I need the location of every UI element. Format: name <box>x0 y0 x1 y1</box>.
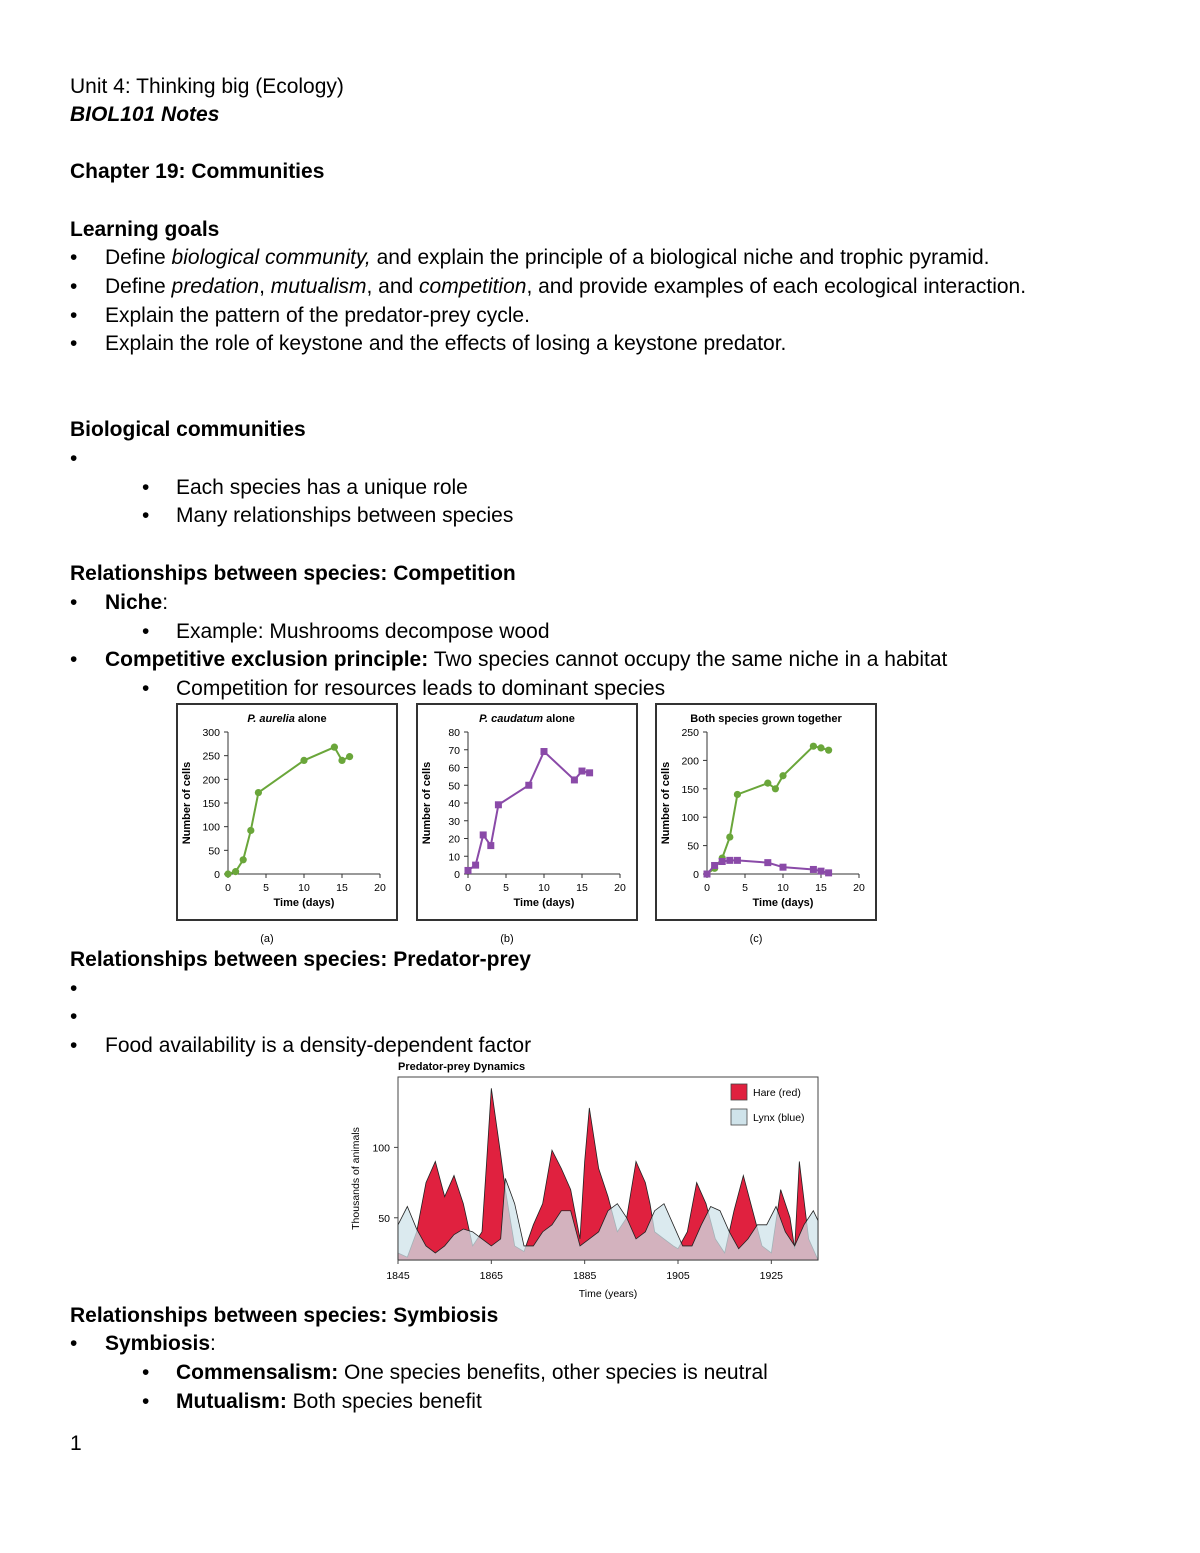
unit-title: Unit 4: Thinking big (Ecology) <box>70 75 344 98</box>
data-point <box>472 862 479 869</box>
data-point <box>764 780 771 787</box>
bullet: • <box>70 977 78 1000</box>
data-point <box>346 753 353 760</box>
x-tick-label: 1885 <box>572 1270 597 1282</box>
bullet: • <box>70 447 78 470</box>
bullet: • <box>142 1361 150 1384</box>
learning-goals-heading: Learning goals <box>70 218 220 241</box>
data-point <box>525 782 532 789</box>
niche-example: Example: Mushrooms decompose wood <box>176 620 550 643</box>
learning-goal-2: Define predation, mutualism, and competition, and provide examples of each ecological interaction. <box>105 275 1027 298</box>
y-axis-label: Number of cells <box>421 761 433 845</box>
y-tick-label: 50 <box>687 840 699 853</box>
bullet: • <box>70 275 78 298</box>
x-tick-label: 0 <box>465 882 471 894</box>
data-point <box>810 866 817 873</box>
y-tick-label: 0 <box>693 869 699 881</box>
x-axis-label: Time (years) <box>578 1288 638 1300</box>
y-tick-label: 200 <box>202 774 220 787</box>
data-point <box>726 833 733 840</box>
chapter-title: Chapter 19: Communities <box>70 160 325 183</box>
data-point <box>711 862 718 869</box>
y-tick-label: 60 <box>448 762 460 775</box>
symbiosis-heading: Relationships between species: Symbiosis <box>70 1304 499 1327</box>
y-tick-label: 100 <box>372 1142 390 1155</box>
x-tick-label: 5 <box>503 882 509 894</box>
data-point <box>780 864 787 871</box>
bullet: • <box>142 1390 150 1413</box>
y-tick-label: 50 <box>208 845 220 858</box>
y-tick-label: 30 <box>448 815 460 828</box>
data-point <box>704 871 711 878</box>
chart-title-italic: P. caudatum <box>479 713 544 725</box>
x-tick-label: 1925 <box>759 1270 784 1282</box>
bullet: • <box>70 1005 78 1028</box>
x-tick-label: 1845 <box>386 1270 410 1282</box>
y-tick-label: 0 <box>454 869 460 881</box>
bullet: • <box>142 620 150 643</box>
data-point <box>465 867 472 874</box>
y-tick-label: 100 <box>681 812 699 825</box>
y-tick-label: 80 <box>448 727 460 739</box>
data-point <box>247 827 254 834</box>
chart-p-caudatum <box>416 703 638 953</box>
bullet: • <box>70 332 78 355</box>
y-tick-label: 40 <box>448 798 460 810</box>
x-axis-label: Time (days) <box>273 897 335 909</box>
cep-item: Competitive exclusion principle: Two species cannot occupy the same niche in a habitat <box>105 648 948 671</box>
data-point <box>825 869 832 876</box>
x-tick-label: 20 <box>614 882 626 894</box>
learning-goal-4: Explain the role of keystone and the effects of losing a keystone predator. <box>105 332 787 355</box>
x-tick-label: 1865 <box>479 1270 504 1282</box>
x-tick-label: 5 <box>742 882 748 894</box>
chart-predator-prey <box>345 1058 835 1303</box>
legend-swatch <box>731 1084 747 1100</box>
y-tick-label: 200 <box>681 755 699 768</box>
bullet: • <box>70 1034 78 1057</box>
y-tick-label: 50 <box>378 1212 390 1225</box>
data-point <box>240 856 247 863</box>
data-point <box>495 801 502 808</box>
bullet: • <box>70 1332 78 1355</box>
x-tick-label: 1905 <box>666 1270 690 1282</box>
data-point <box>232 868 239 875</box>
chart-title: Predator-prey Dynamics <box>398 1061 526 1073</box>
y-axis-label: Thousands of animals <box>350 1127 362 1230</box>
chart-title-rest: Both species grown together <box>690 713 842 725</box>
data-point <box>480 831 487 838</box>
chart-caption: (b) <box>500 933 514 945</box>
y-axis-label: Number of cells <box>660 761 672 845</box>
chart-title-rest: alone <box>543 713 575 725</box>
y-tick-label: 70 <box>448 744 460 757</box>
data-point <box>734 791 741 798</box>
chart-caption: (a) <box>260 933 274 945</box>
x-tick-label: 5 <box>263 882 269 894</box>
x-tick-label: 10 <box>777 882 789 894</box>
x-tick-label: 10 <box>538 882 550 894</box>
chart-title <box>690 713 842 725</box>
data-point <box>817 744 824 751</box>
bullet: • <box>70 648 78 671</box>
bullet: • <box>70 246 78 269</box>
x-tick-label: 20 <box>853 882 865 894</box>
y-tick-label: 150 <box>202 798 220 810</box>
data-point <box>719 858 726 865</box>
data-point <box>224 870 231 877</box>
bio-item-2: Many relationships between species <box>176 504 514 527</box>
x-axis-label: Time (days) <box>513 897 575 909</box>
y-tick-label: 100 <box>202 821 220 834</box>
mutualism-item: Mutualism: Both species benefit <box>176 1390 482 1413</box>
bullet: • <box>142 476 150 499</box>
x-tick-label: 0 <box>704 882 710 894</box>
bio-communities-heading: Biological communities <box>70 418 306 441</box>
pp-item-3: Food availability is a density-dependent factor <box>105 1034 532 1057</box>
data-point <box>734 857 741 864</box>
data-point <box>825 747 832 754</box>
course-title: BIOL101 Notes <box>70 103 220 126</box>
y-tick-label: 20 <box>448 833 460 846</box>
bullet: • <box>142 504 150 527</box>
x-tick-label: 20 <box>374 882 386 894</box>
chart-title-rest: alone <box>294 713 327 725</box>
x-tick-label: 10 <box>298 882 310 894</box>
y-tick-label: 0 <box>214 869 220 881</box>
data-point <box>586 769 593 776</box>
y-axis-label: Number of cells <box>181 761 193 845</box>
data-point <box>331 744 338 751</box>
data-point <box>779 772 786 779</box>
chart-title-italic: P. aurelia <box>247 713 295 725</box>
legend-label: Lynx (blue) <box>753 1112 805 1124</box>
x-tick-label: 15 <box>336 882 348 894</box>
bullet: • <box>142 677 150 700</box>
bullet: • <box>70 591 78 614</box>
y-tick-label: 50 <box>448 780 460 793</box>
data-point <box>726 857 733 864</box>
legend-swatch <box>731 1109 747 1125</box>
chart-title <box>479 713 575 725</box>
data-point <box>255 789 262 796</box>
data-point <box>541 748 548 755</box>
bio-item-1: Each species has a unique role <box>176 476 468 499</box>
y-tick-label: 250 <box>681 727 699 739</box>
symbiosis-item: Symbiosis: <box>105 1332 216 1355</box>
y-tick-label: 250 <box>202 750 220 763</box>
data-point <box>810 743 817 750</box>
cep-sub: Competition for resources leads to dominant species <box>176 677 666 700</box>
commensalism-item: Commensalism: One species benefits, other species is neutral <box>176 1361 768 1384</box>
learning-goal-3: Explain the pattern of the predator-prey cycle. <box>105 304 530 327</box>
x-tick-label: 0 <box>225 882 231 894</box>
chart-caption: (c) <box>749 933 763 945</box>
data-point <box>338 757 345 764</box>
chart-both-species <box>655 703 877 953</box>
y-tick-label: 300 <box>202 727 220 739</box>
competition-heading: Relationships between species: Competition <box>70 562 516 585</box>
legend-label: Hare (red) <box>753 1087 801 1099</box>
y-tick-label: 10 <box>448 851 460 864</box>
x-tick-label: 15 <box>576 882 588 894</box>
data-point <box>818 868 825 875</box>
predator-prey-heading: Relationships between species: Predator-prey <box>70 948 531 971</box>
data-point <box>487 842 494 849</box>
x-tick-label: 15 <box>815 882 827 894</box>
data-point <box>772 785 779 792</box>
chart-p-aurelia <box>176 703 398 953</box>
chart-title <box>247 713 326 725</box>
page-number: 1 <box>70 1432 82 1455</box>
data-point <box>300 757 307 764</box>
bullet: • <box>70 304 78 327</box>
niche-item: Niche: <box>105 591 169 614</box>
data-point <box>579 768 586 775</box>
data-point <box>571 776 578 783</box>
y-tick-label: 150 <box>681 783 699 796</box>
learning-goal-1: Define biological community, and explain the principle of a biological niche and trophic pyramid. <box>105 246 990 269</box>
x-axis-label: Time (days) <box>752 897 814 909</box>
data-point <box>764 859 771 866</box>
